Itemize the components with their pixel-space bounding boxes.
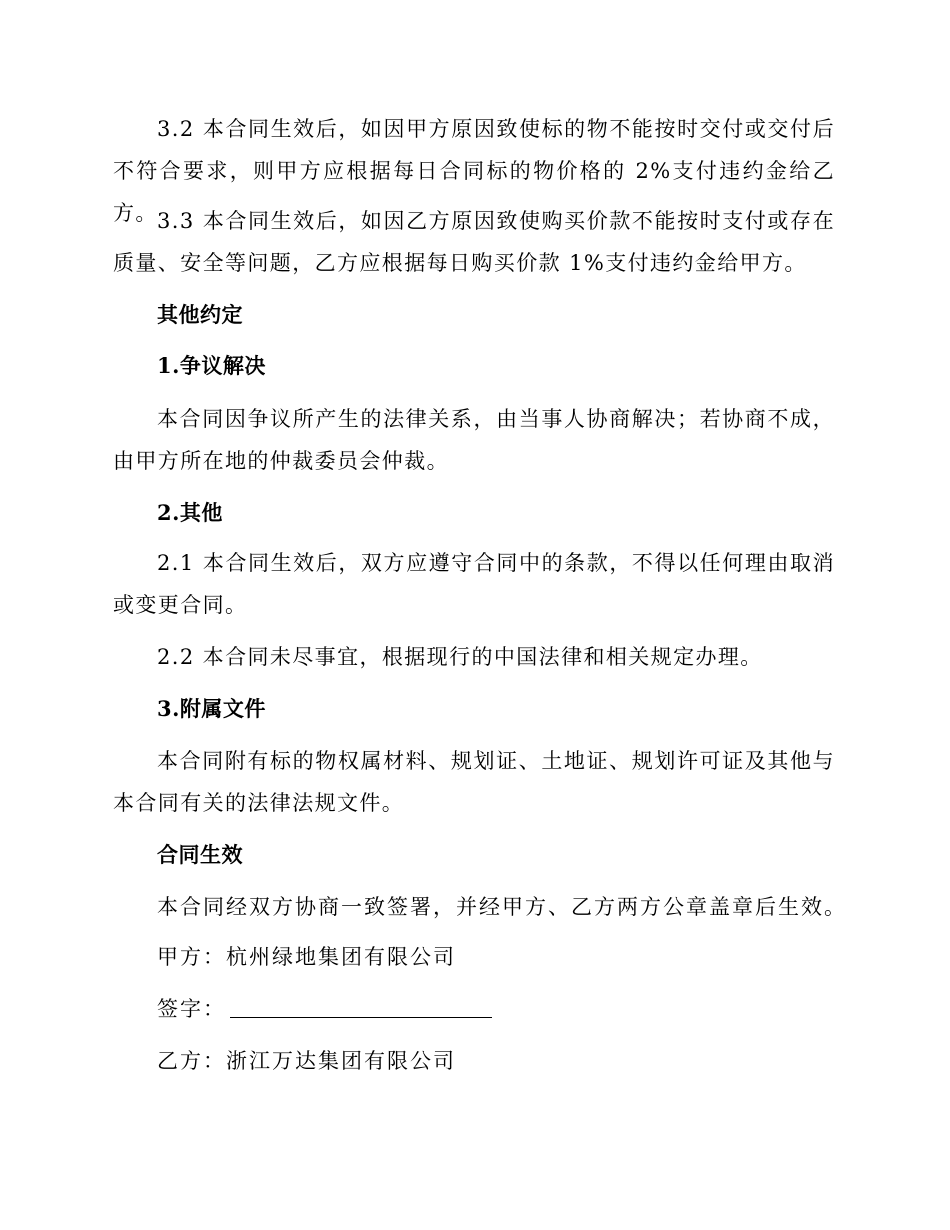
signature-line bbox=[157, 988, 492, 1030]
clause-2-2: 2.2 本合同未尽事宜，根据现行的中国法律和相关规定办理。 bbox=[157, 645, 763, 669]
paragraph-attachments: 本合同附有标的物权属材料、规划证、土地证、规划许可证及其他与本合同有关的法律法规文件。 bbox=[113, 749, 835, 815]
party-b-line: 乙方：浙江万达集团有限公司 bbox=[157, 1049, 456, 1073]
signature-blank[interactable] bbox=[230, 989, 492, 1018]
paragraph-contract-effect: 本合同经双方协商一致签署，并经甲方、乙方两方公章盖章后生效。 bbox=[157, 895, 847, 919]
clause-3-2: 3.2 本合同生效后，如因甲方原因致使标的物不能按时交付或交付后不符合要求，则甲方应根据每日合同标的物价格的 2%支付违约金给乙方。 bbox=[113, 117, 835, 225]
heading-contract-effect: 合同生效 bbox=[157, 842, 243, 867]
clause-2-1: 2.1 本合同生效后，双方应遵守合同中的条款，不得以任何理由取消或变更合同。 bbox=[113, 551, 835, 617]
heading-other-terms: 其他约定 bbox=[157, 302, 243, 327]
clause-3-3: 3.3 本合同生效后，如因乙方原因致使购买价款不能按时支付或存在质量、安全等问题，乙方应根据每日购买价款 1%支付违约金给甲方。 bbox=[113, 209, 835, 275]
signature-label: 签字： bbox=[157, 997, 226, 1021]
heading-dispute-resolution: 1.争议解决 bbox=[157, 353, 266, 378]
heading-misc: 2.其他 bbox=[157, 500, 223, 525]
heading-attachments: 3.附属文件 bbox=[157, 696, 266, 721]
party-a-line: 甲方：杭州绿地集团有限公司 bbox=[157, 945, 456, 969]
paragraph-dispute-resolution: 本合同因争议所产生的法律关系，由当事人协商解决；若协商不成，由甲方所在地的仲裁委员会仲裁。 bbox=[113, 407, 835, 473]
